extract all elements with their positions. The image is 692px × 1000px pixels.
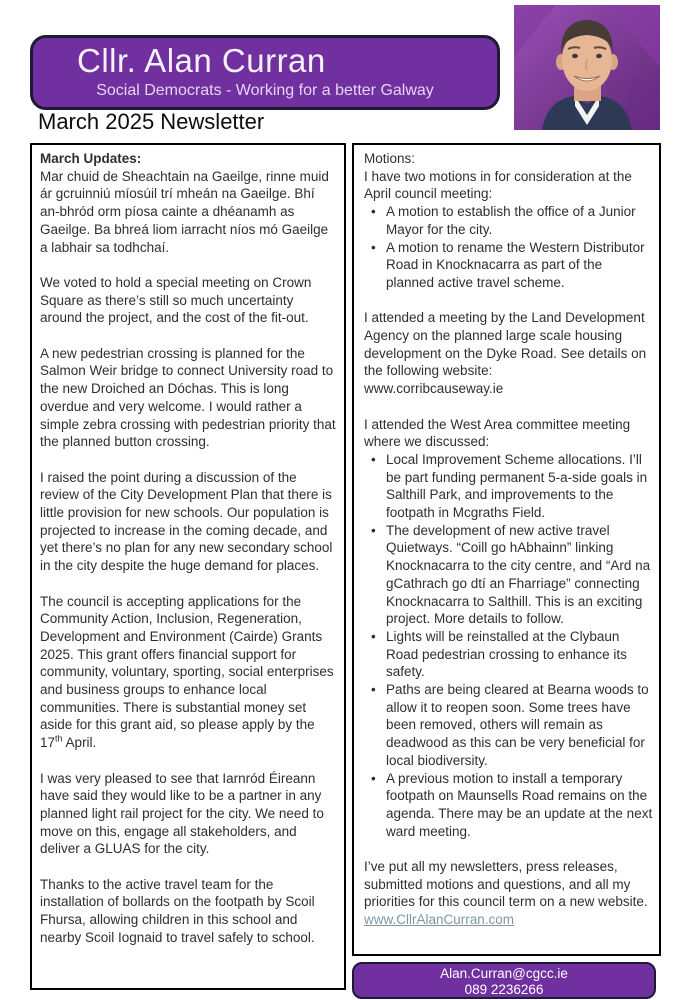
contact-email: Alan.Curran@cgcc.ie — [440, 966, 568, 981]
west-area-list — [364, 451, 653, 840]
right-column-motions — [352, 143, 661, 956]
west-area-item: • The development of new active travel Quietways. “Coill go hAbhainn” linking Knocknacarra to the city centre, and “Ard na gCathrach go dtí an Fharriage” connecting Knocknacarra to Salthill. This is an exciting project. More details to follow. — [364, 522, 653, 628]
header-banner — [30, 35, 500, 110]
cllr-website-link[interactable]: www.CllrAlanCurran.com — [364, 912, 515, 928]
motions-list — [364, 203, 653, 292]
paragraph-seachtain-na-gaeilge: Mar chuid de Sheachtain na Gaeilge, rinne muid ár gcruinniú míosúil trí mheán na Gaeilge. Bhí an-bhród orm píosa cainte a dhéanamh as Gaeilge. Ba bhreá liom iarracht níos mó Gaeilge a labhair sa todhchaí. — [40, 168, 329, 255]
motion-item: • A motion to establish the office of a Junior Mayor for the city. — [364, 203, 653, 238]
west-area-item: • A previous motion to install a temporary footpath on Maunsells Road remains on the agenda. There may be an update at the next ward meeting. — [364, 770, 653, 841]
grants-text-after: April. — [62, 735, 97, 751]
website-outro: I’ve put all my newsletters, press releases, submitted motions and questions, and all my priorities for this council term on a new website. — [364, 859, 648, 910]
paragraph-city-development-plan: I raised the point during a discussion of the review of the City Development Plan that there is little provision for new schools. Our population is projected to increase in the coming decade, and yet there’s no plan for any new secondary school in the city despite the huge demand for places. — [40, 469, 333, 574]
page-title: Cllr. Alan Curran — [77, 42, 326, 79]
paragraph-pedestrian-crossing: A new pedestrian crossing is planned for the Salmon Weir bridge to connect University road to the new Droiched an Dóchas. This is long overdue and very welcome. I would rather a simple zebra crossing with pedestrian priority that the planned button crossing. — [40, 345, 336, 450]
west-area-intro: I attended the West Area committee meeting where we discussed: — [364, 416, 631, 450]
header-subtitle: Social Democrats - Working for a better Galway — [96, 82, 434, 99]
march-updates-heading: March Updates: — [40, 151, 142, 166]
west-area-item: • Local Improvement Scheme allocations. I’ll be part funding permanent 5-a-side goals in Salthill Park, and improvements to the footpath in Mcgraths Field. — [364, 451, 653, 522]
paragraph-cairde-grants — [40, 593, 336, 752]
west-area-item: • Paths are being cleared at Bearna woods to allow it to reopen soon. Some trees have been removed, others will remain as deadwood as this can be very beneficial for local biodiversity. — [364, 681, 653, 770]
motion-item: • A motion to rename the Western Distributor Road in Knocknacarra as part of the planned active travel scheme. — [364, 239, 653, 292]
newsletter-title: March 2025 Newsletter — [38, 109, 265, 134]
paragraph-crown-square: We voted to hold a special meeting on Crown Square as there’s still so much uncertainty around the project, and the cost of the fit-out. — [40, 274, 312, 326]
corrib-causeway-url: www.corribcauseway.ie — [364, 381, 504, 397]
grants-text-before: The council is accepting applications for the Community Action, Inclusion, Regeneration, Development and Environment (Cairde) Grants 2025. This grant offers financial support for community, voluntary, sporting, social enterprises and business groups to enhance local communities. There is substantial money set aside for this grant aid, so please apply by the 17 — [40, 593, 334, 751]
motions-heading: Motions: — [364, 151, 416, 166]
paragraph-bollards: Thanks to the active travel team for the installation of bollards on the footpath by Scoil Fhursa, allowing children in this school and nearby Scoil Iognaid to travel safely to school. — [40, 876, 315, 945]
west-area-item: • Lights will be reinstalled at the Clybaun Road pedestrian crossing to enhance its safety. — [364, 628, 653, 681]
left-column-march-updates — [30, 143, 346, 990]
contact-banner — [352, 962, 656, 999]
paragraph-light-rail: I was very pleased to see that Iarnród Éireann have said they would like to be a partner in any planned light rail project for the city. We need to move on this, engage all stakeholders, and deliver a GLUAS for the city. — [40, 770, 324, 857]
paragraph-lda-meeting: I attended a meeting by the Land Development Agency on the planned large scale housing development on the Dyke Road. See details on the following website: — [364, 310, 647, 379]
motions-intro: I have two motions in for consideration at the April council meeting: — [364, 168, 632, 202]
contact-phone: 089 2236266 — [464, 982, 544, 997]
superscript-th: th — [55, 733, 63, 744]
portrait-photo — [514, 5, 660, 130]
